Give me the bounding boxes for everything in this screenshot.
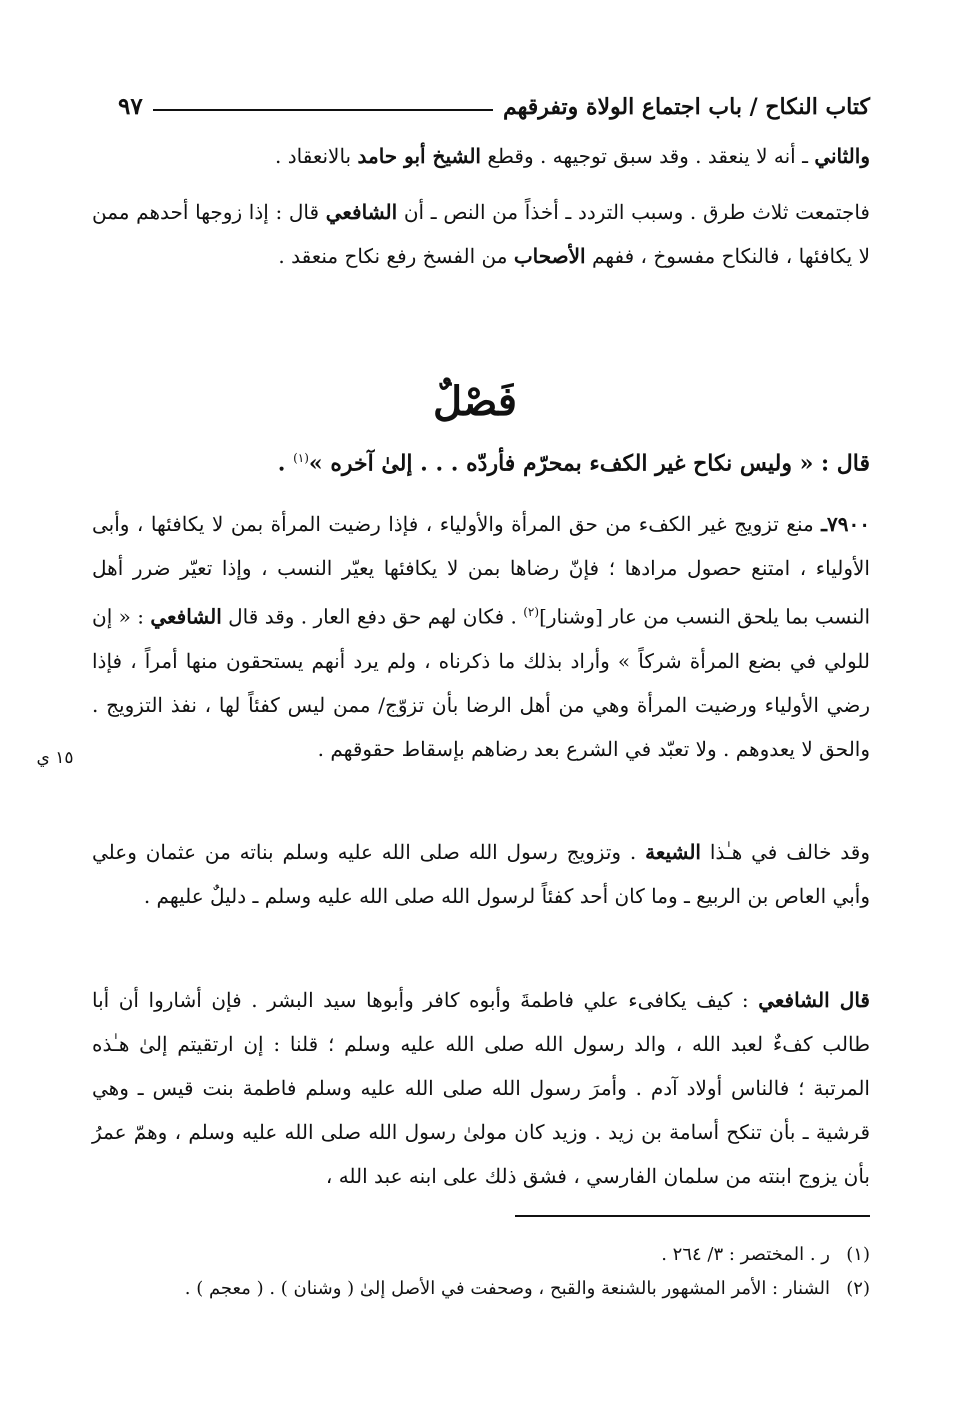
footnote-separator [515, 1215, 870, 1217]
running-header [118, 80, 870, 120]
paragraph-7900: ٧٩٠٠ـ منع تزويج غير الكفء من حق المرأة والأولياء ، فإذا رضيت المرأة بمن لا يكافئها ، وأبى الأولياء ، امتنع حصول مرادها ؛ فإنّ رضاها بمن لا يكافئها يعيّر النسب ، وإذا تعيّر ضرر أهل النسب بما يلحق النسب من عار [وشنار]$^{(٢)}$ . فكان لهم حق دفع العار . وقد قال الشافعي : « إن للولي في بضع المرأة شركاً » وأراد بذلك ما ذكرناه ، ولم يرد أنهم يستحقون منها أمراً ، فإذا رضي الأولياء ورضيت المرأة وهي من أهل الرضا بأن تزوّج/ ممن ليس كفئاً لها ، نفذ التزويج . والحق لا يعدوهم . ولا تعبّد في الشرع بعد رضاهم بإسقاط حقوقهم . [92, 512, 870, 761]
paragraph-shia: وقد خالف في هـٰذا الشيعة . وتزويج رسول الله صلى الله عليه وسلم بناته من عثمان وعلي وأبي العاص بن الربيع ـ وما كان أحد كفئاً لرسول الله صلى الله عليه وسلم ـ دليلٌ عليهم . [92, 840, 871, 908]
footnote-1: (١)ر . المختصر : ٣/ ٢٦٤ . [661, 1244, 870, 1265]
footnote-2: (٢)الشنار : الأمر المشهور بالشنعة والقبح ، وصحفت في الأصل إلىٰ ( وشنان ) . ( معجم ) . [184, 1278, 870, 1299]
paragraph-second-way: والثاني ـ أنه لا ينعقد . وقد سبق توجيهه . وقطع الشيخ أبو حامد بالانعقاد . [275, 144, 870, 168]
issue-number: ٧٩٠٠ـ [821, 512, 870, 536]
footnote-ref-1: (١) [293, 451, 309, 465]
name-shafii: الشافعي [150, 604, 222, 629]
name-abu-hamid: الشيخ أبو حامد [357, 144, 481, 168]
term-ashab: الأصحاب [513, 244, 586, 268]
name-shafii: الشافعي [325, 200, 398, 224]
section-quote: قال : « وليس نكاح غير الكفء بمحرّم فأردّه . . . إلىٰ آخره »$^{(١)}$ . [277, 450, 870, 477]
paragraph-three-ways: فاجتمعت ثلاث طرق . وسبب التردد ـ أخذاً من النص ـ أن الشافعي قال : إذا زوجها أحدهم ممن لا يكافئها ، فالنكاح مفسوخ ، ففهم الأصحاب من الفسخ رفع نكاح منعقد . [92, 200, 870, 268]
header-title: كتاب النكاح / باب اجتماع الولاة وتفرقهم [502, 94, 870, 120]
paragraph-shafii-argument: قال الشافعي : كيف يكافىء علي فاطمةَ وأبوه كافر وأبوها سيد البشر . فإن أشاروا أن أبا طالب كفءٌ لعبد الله ، والد رسول الله صلى الله عليه وسلم ؛ قلنا : إن ارتقيتم إلىٰ هـٰذه المرتبة ؛ فالناس أولاد آدم . وأمرَ رسول الله صلى الله عليه وسلم فاطمة بنت قيس ـ وهي قرشية ـ بأن تنكح أسامة بن زيد . وزيد كان مولىٰ رسول الله صلى الله عليه وسلم ، وهمّ عمرُ بأن يزوج ابنته من سلمان الفارسي ، فشق ذلك على ابنه عبد الله ، [92, 988, 870, 1188]
header-rule [153, 109, 493, 111]
name-shafii-said: قال الشافعي [758, 988, 870, 1012]
term-second: والثاني [814, 144, 870, 168]
page-number: ٩٧ [118, 93, 143, 120]
term-shia: الشيعة [645, 840, 701, 864]
footnote-ref-2: (٢) [523, 605, 540, 619]
section-heading-fasl: فَصْلٌ [432, 378, 518, 425]
margin-folio-note: ١٥ ي [36, 748, 74, 768]
